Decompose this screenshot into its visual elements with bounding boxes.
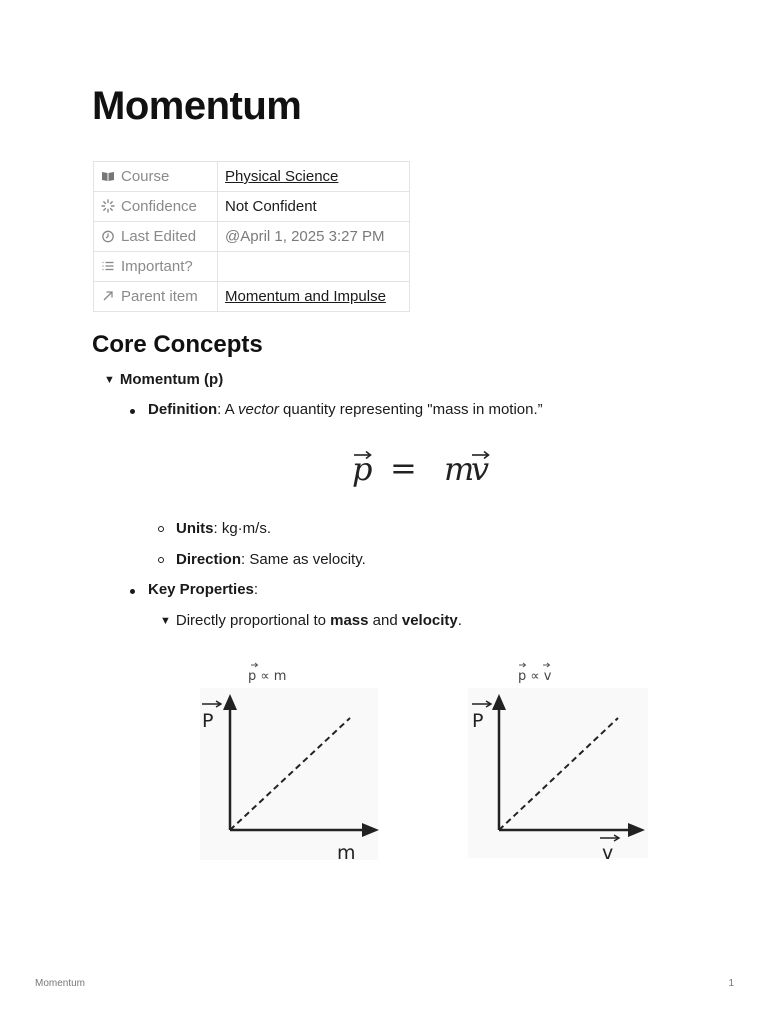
property-key-label: Course [121,168,170,185]
units-label: Units [176,520,214,537]
parent-item-link[interactable]: Momentum and Impulse [225,288,386,305]
y-axis-label: P [202,710,214,732]
units-text: : kg·m/s. [213,520,272,537]
proportional-text: Directly proportional to [175,612,331,629]
toggle-triangle-icon[interactable]: ▼ [104,374,115,386]
clock-icon [101,229,115,243]
proportional-mass: mass [330,612,369,629]
property-key-label: Parent item [121,288,198,305]
definition-label: Definition [148,401,218,418]
property-key [94,222,218,252]
units-item [176,520,271,537]
key-properties-colon: : [253,581,259,598]
key-properties-item [148,581,258,598]
section-heading: Core Concepts [92,331,263,358]
proportional-end: . [457,612,462,629]
property-row-confidence [94,192,410,222]
direction-item [176,551,366,568]
y-axis-label: P [472,710,484,732]
graph-p-vs-v [464,660,654,865]
property-key [94,252,218,282]
proportional-and: and [368,612,402,629]
page-number: 1 [728,978,734,989]
properties-table [93,161,410,312]
x-axis-label: v [602,842,614,864]
toggle-label: Momentum (p) [119,371,224,388]
momentum-toggle[interactable] [104,371,223,388]
property-value[interactable] [218,192,410,222]
book-icon [101,169,115,183]
property-row-important [94,252,410,282]
definition-colon: : [217,401,222,418]
property-key [94,192,218,222]
toggle-triangle-icon[interactable]: ▼ [160,615,171,627]
property-row-parent-item [94,282,410,312]
bullet-icon [130,409,135,414]
graph-caption: p ∝ v [518,669,552,684]
property-key-label: Important? [121,258,193,275]
equation-equals: = [390,449,417,487]
property-value [218,222,410,252]
x-axis-label: m [337,842,356,864]
last-edited-value: @April 1, 2025 3:27 PM [225,228,385,245]
property-key-label: Last Edited [121,228,197,245]
bullet-ring-icon [158,557,164,563]
direction-text: : Same as velocity. [241,551,366,568]
property-value[interactable] [218,162,410,192]
property-row-last-edited [94,222,410,252]
proportional-toggle[interactable] [160,612,462,629]
equation-v: v [471,450,490,488]
page-title: Momentum [92,84,302,128]
property-key-label: Confidence [121,198,197,215]
equation-p: p [352,450,373,488]
proportional-velocity: velocity [401,612,458,629]
definition-text: A [221,401,239,418]
arrow-up-right-icon [101,289,115,303]
momentum-equation [340,446,490,492]
definition-item [148,401,543,418]
loading-icon [101,199,115,213]
property-key [94,162,218,192]
definition-text-end: quantity representing "mass in motion.” [278,401,543,418]
property-key [94,282,218,312]
bullet-ring-icon [158,526,164,532]
confidence-value[interactable]: Not Confident [225,198,317,215]
footer-title: Momentum [35,978,86,989]
graph-caption: p ∝ m [248,669,287,684]
equation-m: m [444,450,475,488]
property-row-course [94,162,410,192]
course-link[interactable]: Physical Science [225,168,339,185]
list-icon [101,259,115,273]
property-value[interactable] [218,252,410,282]
graph-p-vs-m [196,660,386,865]
key-properties-label: Key Properties [148,581,254,598]
bullet-icon [130,589,135,594]
direction-label: Direction [176,551,242,568]
property-value[interactable] [218,282,410,312]
definition-italic: vector [238,401,279,418]
